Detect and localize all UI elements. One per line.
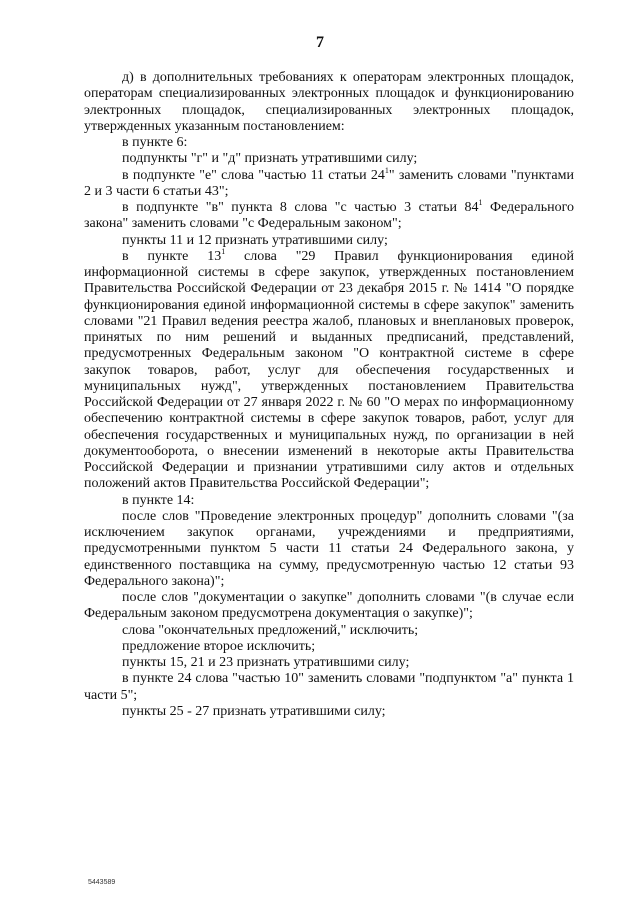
document-body [84, 70, 574, 720]
paragraph-items-25-27: пункты 25 - 27 признать утратившими силу; [122, 703, 386, 719]
paragraph-item-14-c: слова "окончательных предложений," исключить; [122, 622, 419, 638]
paragraph-items-11-12: пункты 11 и 12 признать утратившими силу; [122, 232, 388, 248]
paragraph-item-6-e: в подпункте "е" слова "частью 11 статьи $24^1$" заменить словами "пунктами 2 и 3 части 6 статьи 43"; [84, 165, 574, 199]
superscript: 1 [478, 198, 483, 207]
paragraph-item-14-b: после слов "документации о закупке" дополнить словами "(в случае если Федеральным законом предусмотрена документация о закупке)"; [84, 590, 574, 622]
paragraph-d: д) в дополнительных требованиях к операторам электронных площадок, операторам специализированных электронных площадок и функционированию электронных площадок, специализированных электронных площадок, утвержденных указанным постановлением: [84, 70, 574, 134]
paragraph-item-14-a: после слов "Проведение электронных процедур" дополнить словами "(за исключением закупок органами, учреждениями и предприятиями, предусмотренными пунктом 5 части 11 статьи 24 Федерального закона, у единственного поставщика на сумму, предусмотренную частью 12 статьи 93 Федерального закона)"; [84, 508, 574, 589]
paragraph-item-14-d: предложение второе исключить; [122, 638, 316, 654]
paragraph-item-6-subitems: подпункты "г" и "д" признать утратившими силу; [122, 151, 418, 167]
document-code: 5443589 [88, 879, 116, 886]
paragraph-item-14: в пункте 14: [122, 492, 195, 508]
paragraph-item-6: в пункте 6: [122, 135, 188, 150]
paragraph-item-8: в подпункте "в" пункта 8 слова "с частью 3 статьи $84^1$ Федерального закона" заменить словами "с Федеральным законом"; [84, 198, 574, 232]
superscript: 1 [221, 246, 226, 256]
paragraph-item-24: в пункте 24 слова "частью 10" заменить словами "подпунктом "а" пункта 1 части 5"; [84, 671, 574, 703]
page-number: 7 [316, 34, 324, 51]
paragraph-items-15-21-23: пункты 15, 21 и 23 признать утратившими силу; [122, 655, 410, 670]
superscript: 1 [384, 165, 389, 175]
paragraph-item-13-1: в пункте $13^1$ слова "29 Правил функционирования единой информационной системы в сфере закупок, утвержденных постановлением Правительства Российской Федерации от 23 декабря 2015 г. № 1414 "О порядке функционирования единой информационной системы в сфере закупок" заменить словами "21 Правил ведения реестра жалоб, плановых и внеплановых проверок, принятых по ним решений и выданных предписаний, представлений, предусмотренных Федеральным законом "О контрактной системе в сфере закупок товаров, работ, услуг для обеспечения государственных и муниципальных нужд", утвержденных постановлением Правительства Российской Федерации от 27 января 2022 г. № 60 "О мерах по информационному обеспечению контрактной системы в сфере закупок товаров, работ, услуг для обеспечения государственных и муниципальных нужд, по организации в ней документооборота, о внесении изменений в некоторые акты Правительства Российской Федерации и признании утратившими силу актов и отдельных положений актов Правительства Российской Федерации"; [84, 246, 574, 492]
